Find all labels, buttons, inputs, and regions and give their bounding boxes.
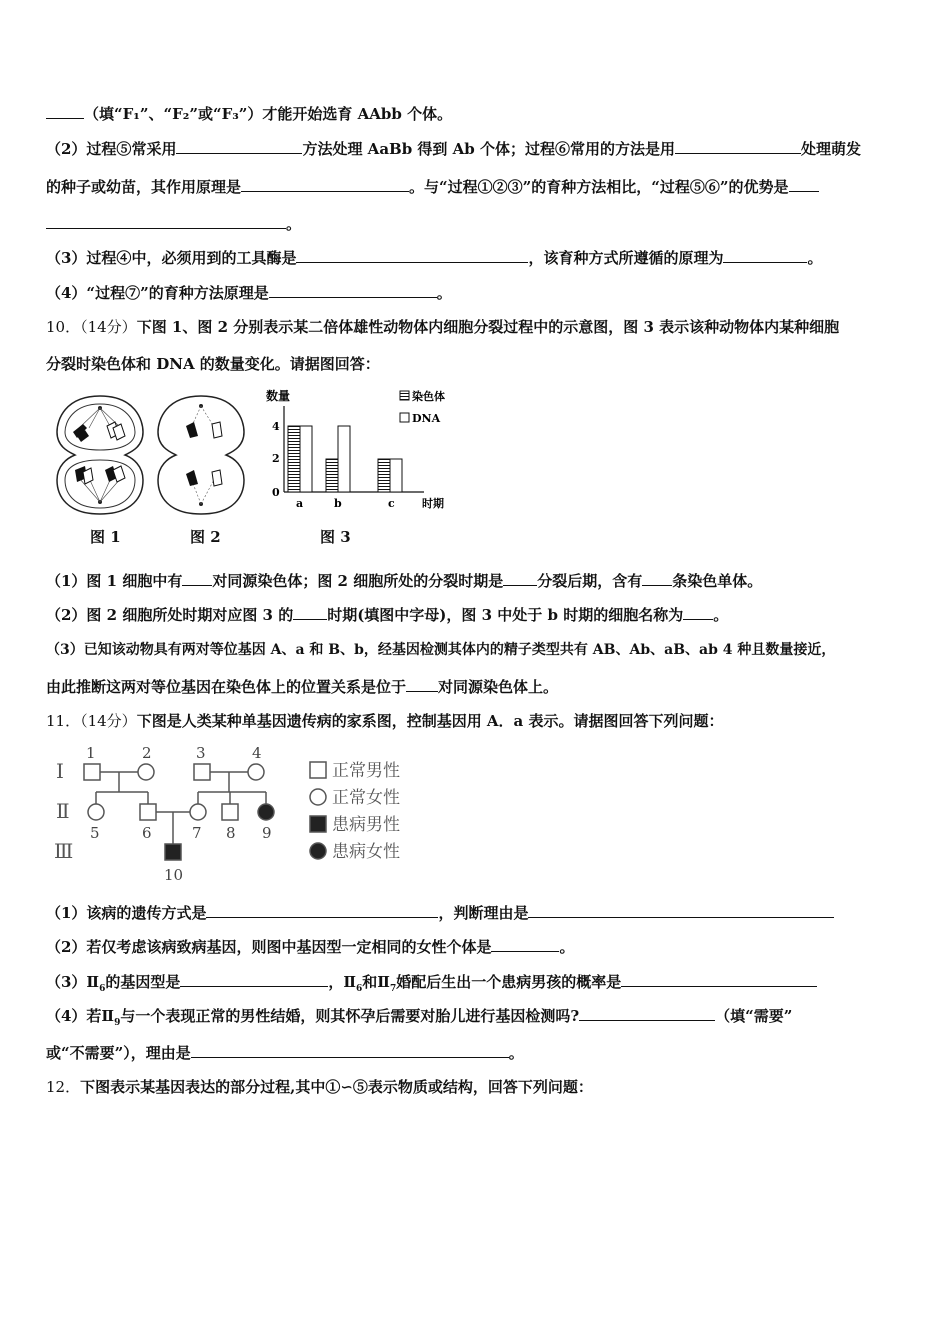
- bar-b-chromosome: [326, 459, 338, 492]
- individual-1: [84, 764, 100, 780]
- subscript: 6: [99, 984, 106, 994]
- bar-c-chromosome: [378, 459, 390, 492]
- legend-swatch-dna: [400, 413, 409, 422]
- q10-sub1: （1）图 1 细胞中有 对同源染色体；图 2 细胞所处的分裂时期是 分裂后期，含有 条染色单体。: [46, 572, 763, 590]
- blank[interactable]: [491, 939, 559, 952]
- blank[interactable]: [406, 679, 438, 692]
- individual-4: [248, 764, 264, 780]
- legend-affected-male-icon: [310, 816, 326, 832]
- blank[interactable]: [675, 141, 801, 154]
- label-2: 2: [142, 744, 152, 762]
- blank[interactable]: [191, 1045, 509, 1058]
- bar-a-dna: [300, 426, 312, 492]
- label-8: 8: [226, 824, 236, 842]
- blank[interactable]: [241, 179, 409, 192]
- blank[interactable]: [789, 179, 819, 192]
- blank[interactable]: [528, 905, 834, 918]
- generation-2: Ⅱ: [56, 799, 70, 823]
- q9-line2: （2）过程⑤常采用 方法处理 AaBb 得到 Ab 个体；过程⑥常用的方法是用 处理萌发: [46, 140, 862, 158]
- q10-sub2: （2）图 2 细胞所处时期对应图 3 的 时期(填图中字母)，图 3 中处于 b 时期的细胞名称为 。: [46, 606, 729, 624]
- label-4: 4: [252, 744, 262, 762]
- y-tick: 4: [272, 420, 280, 433]
- q9-line6: （4）“过程⑦”的育种方法原理是 。: [46, 284, 452, 302]
- cell-figure-1: [55, 392, 145, 518]
- q10-line2: 分裂时染色体和 DNA 的数量变化。请据图回答：: [46, 355, 380, 373]
- blank[interactable]: [683, 607, 713, 620]
- individual-7: [190, 804, 206, 820]
- generation-1: Ⅰ: [56, 759, 64, 783]
- blank[interactable]: [621, 974, 817, 987]
- individual-2: [138, 764, 154, 780]
- chromosome-dna-chart: [262, 386, 462, 516]
- q9-line1: （填“F₁”、“F₂”或“F₃”）才能开始选育 AAbb 个体。: [46, 103, 452, 124]
- blank[interactable]: [296, 250, 528, 263]
- generation-3: Ⅲ: [54, 839, 74, 863]
- blank[interactable]: [642, 573, 672, 586]
- y-tick: 2: [272, 452, 280, 465]
- x-tick-c: c: [388, 497, 395, 510]
- legend-affected-male: 患病男性: [332, 815, 400, 835]
- blank[interactable]: [293, 607, 327, 620]
- blank[interactable]: [182, 573, 212, 586]
- label-6: 6: [142, 824, 152, 842]
- q9-line3: 的种子或幼苗，其作用原理是 。与“过程①②③”的育种方法相比，“过程⑤⑥”的优势是: [46, 176, 819, 197]
- legend-affected-female: 患病女性: [332, 842, 400, 862]
- bar-b-dna: [338, 426, 350, 492]
- q10-sub3: （3）已知该动物具有两对等位基因 A、a 和 B、b，经基因检测其体内的精子类型共有 AB、Ab、aB、ab 4 种且数量接近，: [46, 642, 836, 658]
- pedigree-chart: [52, 740, 422, 885]
- bar-c-dna: [390, 459, 402, 492]
- chart-ylabel: 数量: [266, 389, 291, 403]
- x-tick-b: b: [334, 497, 342, 510]
- q9-line4: 。: [46, 213, 301, 234]
- individual-9: [258, 804, 274, 820]
- legend-normal-female: 正常女性: [332, 788, 400, 808]
- label-5: 5: [90, 824, 100, 842]
- subscript: 7: [389, 984, 397, 994]
- fig2-caption: 图 2: [190, 528, 221, 546]
- subscript: 9: [114, 1018, 121, 1028]
- y-tick: 0: [272, 486, 280, 499]
- blank[interactable]: [46, 216, 286, 229]
- legend-affected-female-icon: [310, 843, 326, 859]
- fig3-caption: 图 3: [320, 528, 351, 546]
- label-10: 10: [164, 866, 184, 884]
- legend-normal-female-icon: [310, 789, 326, 805]
- blank[interactable]: [206, 905, 438, 918]
- individual-8: [222, 804, 238, 820]
- label-3: 3: [196, 744, 206, 762]
- q12-line1: 12．下图表示某基因表达的部分过程,其中①∽⑤表示物质或结构，回答下列问题：: [46, 1078, 593, 1096]
- fig1-caption: 图 1: [90, 528, 121, 546]
- blank[interactable]: [269, 285, 437, 298]
- chart-xlabel: 时期: [422, 497, 444, 510]
- label-9: 9: [262, 824, 272, 842]
- q11-line1: 11．（14分）下图是人类某种单基因遗传病的家系图，控制基因用 A．a 表示。请据图回答下列问题：: [46, 712, 724, 730]
- blank[interactable]: [579, 1008, 715, 1021]
- cell-figure-2: [156, 392, 246, 518]
- label-7: 7: [192, 824, 202, 842]
- legend-chromosome: 染色体: [412, 390, 445, 403]
- q10-line1: 10．（14分）下图 1、图 2 分别表示某二倍体雄性动物体内细胞分裂过程中的示意图，图 3 表示该种动物体内某种细胞: [46, 318, 840, 336]
- q11-sub3: $(3)Ⅱ_6$的基因型是 ，$Ⅱ_6$和$Ⅱ_7$婚配后生出一个患病男孩的概率是: [46, 971, 817, 994]
- q9-line5: （3）过程④中，必须用到的工具酶是 ，该育种方式所遵循的原理为 。: [46, 249, 823, 267]
- legend-normal-male-icon: [310, 762, 326, 778]
- q11-sub2: （2）若仅考虑该病致病基因，则图中基因型一定相同的女性个体是 。: [46, 938, 575, 956]
- legend-swatch-chromosome: [400, 391, 409, 400]
- individual-6: [140, 804, 156, 820]
- blank[interactable]: [46, 106, 84, 119]
- label-1: 1: [86, 744, 96, 762]
- q10-sub3b: 由此推断这两对等位基因在染色体上的位置关系是位于 对同源染色体上。: [46, 678, 559, 696]
- blank[interactable]: [180, 974, 328, 987]
- legend-normal-male: 正常男性: [332, 761, 400, 781]
- q11-sub4: （4）若$Ⅱ_9$与一个表现正常的男性结婚，则其怀孕后需要对胎儿进行基因检测吗? （填“需要”: [46, 1007, 793, 1028]
- blank[interactable]: [723, 250, 807, 263]
- individual-10: [165, 844, 181, 860]
- subscript: 6: [356, 984, 363, 994]
- x-tick-a: a: [296, 497, 304, 510]
- blank[interactable]: [176, 141, 302, 154]
- individual-3: [194, 764, 210, 780]
- q11-sub1: （1）该病的遗传方式是 ，判断理由是: [46, 902, 834, 923]
- individual-5: [88, 804, 104, 820]
- bar-a-chromosome: [288, 426, 300, 492]
- q11-sub4b: 或“不需要”），理由是 。: [46, 1044, 524, 1062]
- blank[interactable]: [503, 573, 537, 586]
- legend-dna: DNA: [412, 412, 441, 425]
